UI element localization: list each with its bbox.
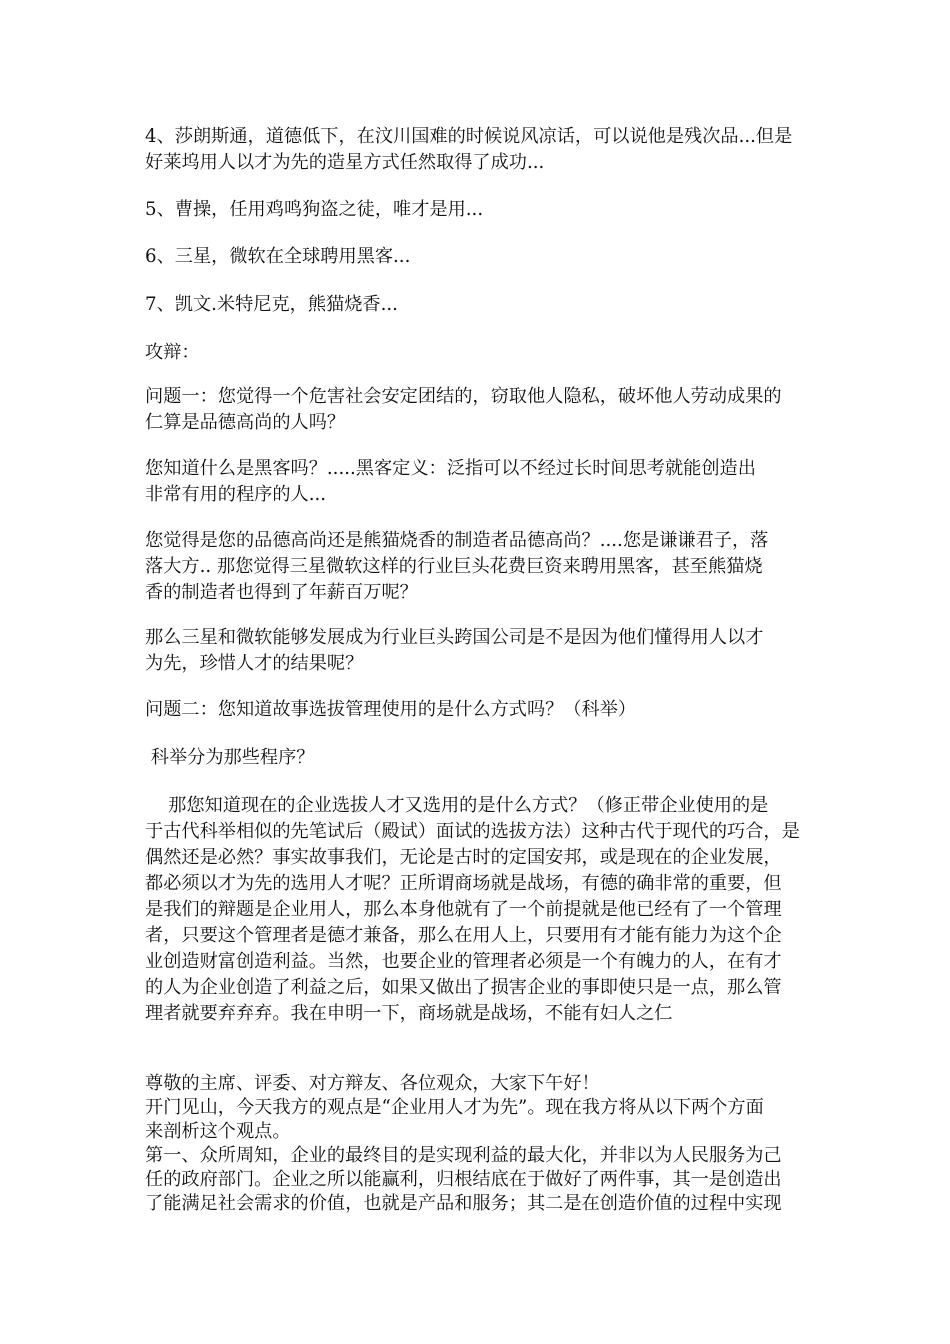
argument-paragraph: 那您知道现在的企业选拔人才又选用的是什么方式？（修正带企业使用的是 于古代科举相似的先笔试后（殿试）面试的选拔方法）这种古代于现代的巧合，是 偶然还是必然？事实故事我们，无论是古时的定国安邦，或是现在的企业发展， 都必须以才为先的选用人才呢？正所谓商场就是战场，有德的确非常的重要，但 是我们的辩题是企业用人，那么本身他就有了一个前提就是他已经有了一个管理 者，只要这个管理者是德才兼备，那么在用人上，只要用有才能有能力为这个企 业创造财富创造利益。当然，也要企业的管理者必须是一个有魄力的人，在有才 的人为企业创造了利益之后，如果又做出了损害企业的事即使只是一点，那么管 理者就要弃弃弃。我在申明一下，商场就是战场，不能有妇人之仁 bbox=[145, 795, 800, 1024]
list-item-4: 4、莎朗斯通，道德低下，在汶川国难的时候说风凉话，可以说他是残次品...但是 好莱坞用人以才为先的造星方式任然取得了成功... bbox=[145, 126, 793, 173]
list-item-7: 7、凯文.米特尼克，熊猫烧香... bbox=[145, 294, 398, 315]
question-one: 问题一：您觉得一个危害社会安定团结的，窃取他人隐私，破坏他人劳动成果的 仁算是品德高尚的人吗？ bbox=[145, 386, 782, 433]
question-two: 问题二：您知道故事选拔管理使用的是什么方式吗？（科举） bbox=[145, 699, 637, 720]
opening-speech: 尊敬的主席、评委、对方辩友、各位观众，大家下午好！ 开门见山，今天我方的观点是“企业用人才为先”。现在我方将从以下两个方面 来剖析这个观点。 第一、众所周知，企业的最终目的是实现利益的最大化，并非以为人民服务为己 任的政府部门。企业之所以能赢利，归根结底在于做好了两件事，其一是创造出 了能满足社会需求的价值，也就是产品和服务；其二是在创造价值的过程中实现 bbox=[145, 1073, 782, 1214]
moral-question: 您觉得是您的品德高尚还是熊猫烧香的制造者品德高尚？....您是谦谦君子，落 落大方.. 那您觉得三星微软这样的行业巨头花费巨资来聘用黑客，甚至熊猫烧 香的制造者也得到了年薪百万呢？ bbox=[145, 530, 769, 603]
list-item-6: 6、三星，微软在全球聘用黑客... bbox=[145, 246, 411, 267]
giants-question: 那么三星和微软能够发展成为行业巨头跨国公司是不是因为他们懂得用人以才 为先，珍惜人才的结果呢？ bbox=[145, 627, 764, 674]
hacker-definition: 您知道什么是黑客吗？.....黑客定义：泛指可以不经过长时间思考就能创造出 非常有用的程序的人... bbox=[145, 458, 756, 505]
rebuttal-heading: 攻辩： bbox=[145, 342, 200, 363]
keju-steps: 科举分为那些程序？ bbox=[145, 747, 315, 768]
list-item-5: 5、曹操，任用鸡鸣狗盗之徒，唯才是用... bbox=[145, 199, 484, 220]
